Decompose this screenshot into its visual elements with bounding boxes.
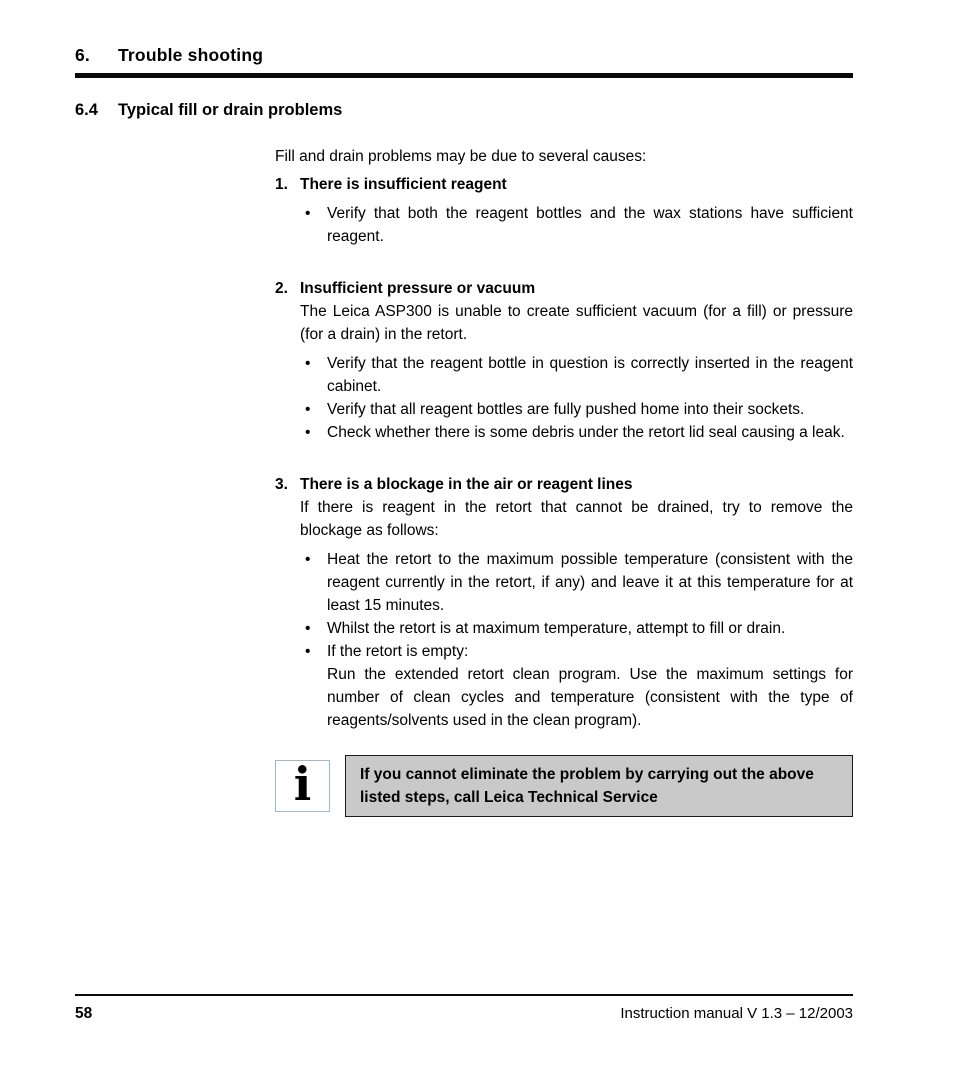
- section-heading: [75, 101, 853, 120]
- page-footer: [75, 994, 853, 1023]
- item-1: [275, 173, 853, 248]
- item-2-bullets: [275, 352, 853, 444]
- info-note-text: If you cannot eliminate the problem by carrying out the above listed steps, call Leica Technical Service: [345, 755, 853, 817]
- bullet-item-continuation: Run the extended retort clean program. Use the maximum settings for number of clean cycles and temperature (consistent with the type of reagents/solvents used in the clean program).: [327, 666, 853, 729]
- item-2-number: 2.: [275, 280, 288, 297]
- item-2-title-text: Insufficient pressure or vacuum: [300, 280, 536, 297]
- item-3-bullets: [275, 548, 853, 732]
- section-title: Typical fill or drain problems: [118, 101, 343, 119]
- bullet-item-lead: • If the retort is empty:: [327, 643, 469, 660]
- item-3: [275, 473, 853, 732]
- item-1-bullets: [275, 202, 853, 248]
- body-content: [275, 145, 853, 817]
- info-note: [275, 755, 853, 817]
- footer-manual-info: Instruction manual V 1.3 – 12/2003: [620, 1005, 853, 1022]
- intro-paragraph: Fill and drain problems may be due to several causes:: [275, 148, 647, 165]
- bullet-item: • Whilst the retort is at maximum temperature, attempt to fill or drain.: [275, 617, 853, 640]
- chapter-heading: [75, 45, 853, 66]
- item-3-title-text: There is a blockage in the air or reagent lines: [300, 476, 633, 493]
- header-divider: [75, 73, 853, 78]
- chapter-title: Trouble shooting: [118, 45, 264, 65]
- chapter-number: 6.: [75, 45, 90, 65]
- item-2-title: [275, 277, 853, 300]
- bullet-item: [275, 640, 853, 732]
- item-1-title-text: There is insufficient reagent: [300, 176, 507, 193]
- section-number: 6.4: [75, 101, 98, 119]
- item-3-paragraph: If there is reagent in the retort that cannot be drained, try to remove the blockage as follows:: [300, 499, 853, 539]
- bullet-item: • Verify that the reagent bottle in question is correctly inserted in the reagent cabinet.: [275, 352, 853, 398]
- item-1-title: [275, 173, 853, 196]
- info-icon: [275, 757, 330, 812]
- item-1-number: 1.: [275, 176, 288, 193]
- bullet-item: • Check whether there is some debris under the retort lid seal causing a leak.: [275, 421, 853, 444]
- item-2: [275, 277, 853, 444]
- bullet-item: • Heat the retort to the maximum possible temperature (consistent with the reagent currently in the retort, if any) and leave it at this temperature for at least 15 minutes.: [275, 548, 853, 617]
- item-3-title: [275, 473, 853, 496]
- info-icon-glyph: i: [293, 757, 312, 811]
- bullet-item: • Verify that all reagent bottles are fully pushed home into their sockets.: [275, 398, 853, 421]
- item-3-number: 3.: [275, 476, 288, 493]
- page-number: 58: [75, 1005, 93, 1022]
- item-2-paragraph: The Leica ASP300 is unable to create sufficient vacuum (for a fill) or pressure (for a drain) in the retort.: [300, 303, 853, 343]
- bullet-item: • Verify that both the reagent bottles and the wax stations have sufficient reagent.: [275, 202, 853, 248]
